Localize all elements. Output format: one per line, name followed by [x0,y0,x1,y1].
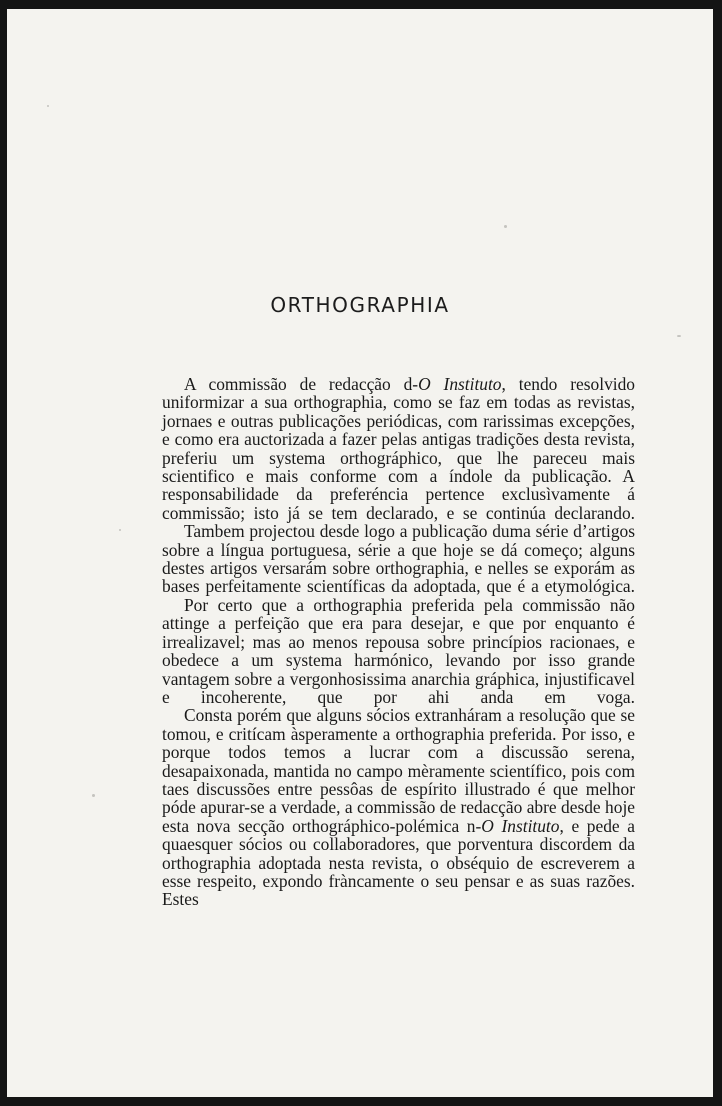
paragraph-4-text-before: Consta porém que alguns sócios extranháram a resolução que se tomou, e critícam àsperamente a orthographia preferida. Por isso, e porque todos temos a lucrar com a discussão serena, desapaixonada, mantida no campo mèramente scientífico, pois com taes discussões entre pessôas de espírito illustrado é que melhor póde apurar-se a verdade, a commissão de redacção abre desde hoje esta nova secção orthográphico-polémica n- [162,705,635,836]
paragraph-4-text-after: , e pede a quaesquer sócios ou collaboradores, que porventura discordem da orthographia adoptada nesta revista, o obséquio de escreverem a esse respeito, expondo fràncamente o seu pensar e as suas razões. Estes [162,815,635,910]
paragraph-1-text-after: , tendo resolvido uniformizar a sua orthographia, como se faz em todas as revistas, jornaes e outras publicações periódicas, com rarissimas excepções, e como era auctorizada a fazer pelas antigas tradições desta revista, preferiu um systema orthográphico, que lhe pareceu mais scientifico e mais conforme com a índole da publicação. A responsabilidade da preferéncia pertence exclusìvamente á commissão; isto já se tem declarado, e se continúa declarando. [162,374,635,523]
paper-speck [677,335,681,337]
paper-speck [119,529,121,531]
journal-name-italic: O Instituto [481,815,560,836]
paper-speck [47,105,49,107]
paper-speck [92,794,95,797]
journal-name-italic: O Instituto [418,374,502,394]
paragraph-2: Tambem projectou desde logo a publicação duma série d’artigos sobre a língua portuguesa, série a que hoje se dá começo; alguns destes artigos versarám sobre orthographia, e nelles se exporám as bases perfeitamente scientíficas da adoptada, que é a etymológica. [162,521,635,597]
paragraph-4 [162,706,635,908]
paragraph-3: Por certo que a orthographia preferida pela commissão não attinge a perfeição que era para desejar, e que por enquanto é irrealizavel; mas ao menos repousa sobre princípios racionaes, e obedece a um systema harmónico, levando por isso grande vantagem sobre a vergonhosissima anarchia gráphica, injustificavel e incoherente, que por ahi anda em voga. [162,594,635,707]
page-title: ORTHOGRAPHIA [270,293,450,317]
paragraph-1-text-before: A commissão de redacção d- [184,374,419,394]
article-body [162,375,635,909]
document-page [7,9,713,1097]
paper-speck [504,225,507,228]
paragraph-1 [162,375,635,522]
